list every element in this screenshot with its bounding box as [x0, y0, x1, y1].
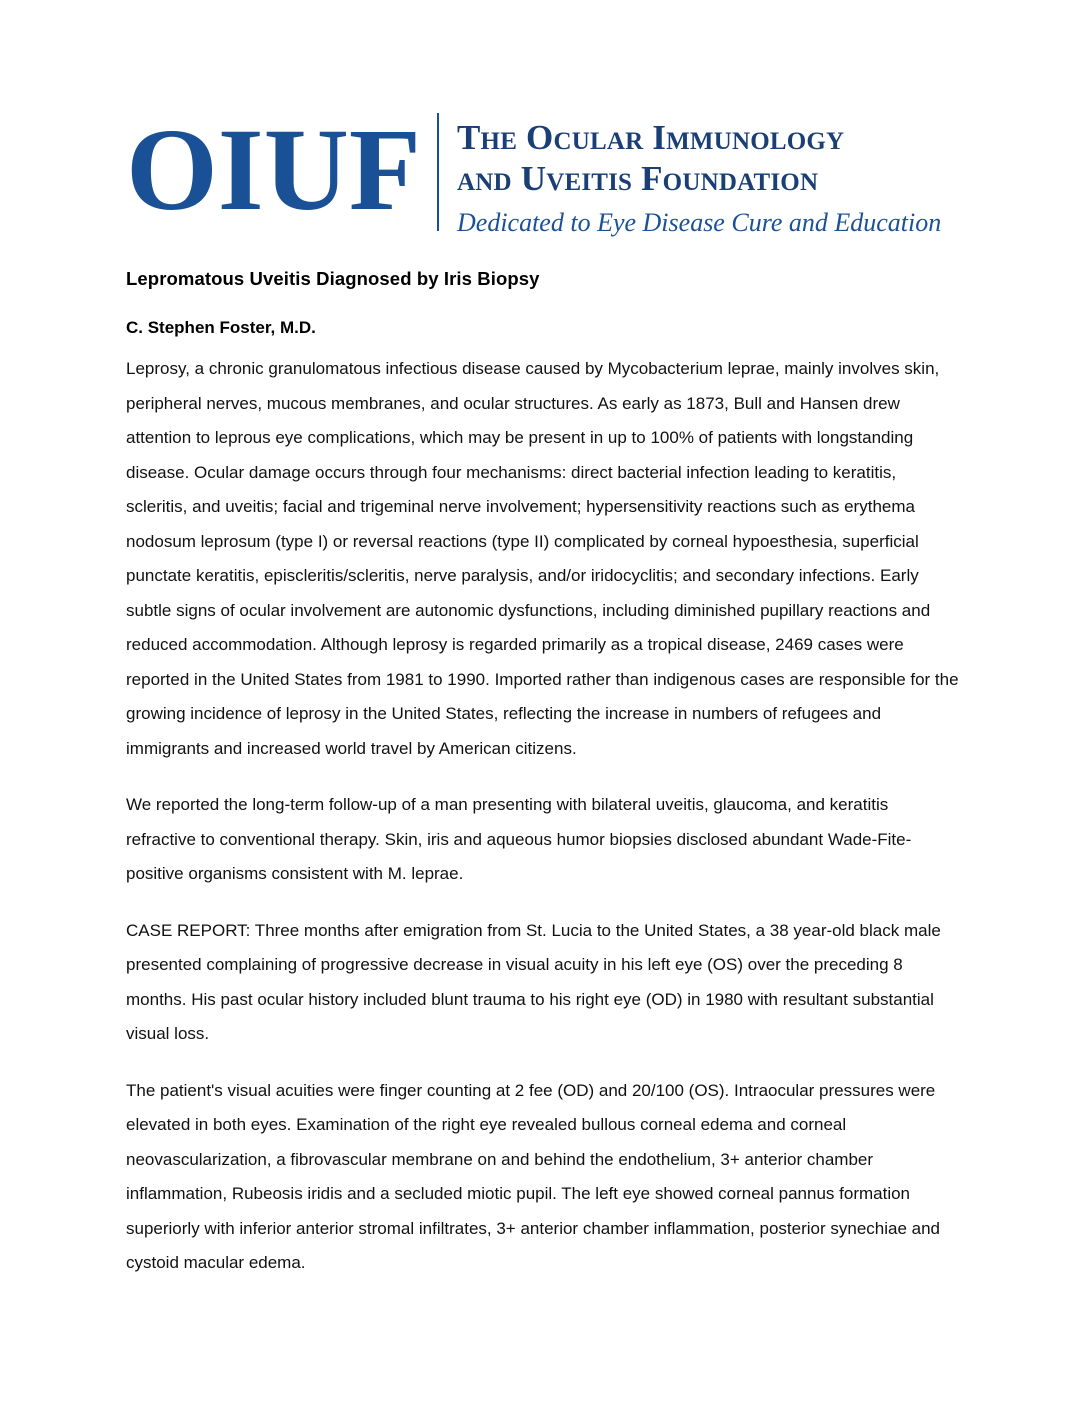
- document-author: C. Stephen Foster, M.D.: [126, 318, 316, 337]
- paragraph: We reported the long-term follow-up of a man presenting with bilateral uveitis, glaucoma, and keratitis refractive to conventional therapy. Skin, iris and aqueous humor biopsies disclosed abundant Wade-Fite-positive organisms consistent with M. leprae.: [126, 795, 912, 883]
- paragraph: The patient's visual acuities were finger counting at 2 fee (OD) and 20/100 (OS). Intraocular pressures were elevated in both eyes. Examination of the right eye revealed bullous corneal edema and corneal neovascularization, a fibrovascular membrane on and behind the endothelium, 3+ anterior chamber inflammation, Rubeosis iridis and a secluded miotic pupil. The left eye showed corneal pannus formation superiorly with inferior anterior stromal infiltrates, 3+ anterior chamber inflammation, posterior synechiae and cystoid macular edema.: [126, 1080, 940, 1272]
- logo-divider: [437, 113, 439, 231]
- oiuf-logo-mark: OIUF: [126, 104, 421, 235]
- paragraph: CASE REPORT: Three months after emigration from St. Lucia to the United States, a 38 year-old black male presented complaining of progressive decrease in visual acuity in his left eye (OS) over the preceding 8 months. His past ocular history included blunt trauma to his right eye (OD) in 1980 with resultant substantial visual loss.: [126, 920, 941, 1043]
- organization-name-line-2: and Uveitis Foundation: [457, 159, 819, 199]
- organization-header: [126, 105, 971, 245]
- paragraph: Leprosy, a chronic granulomatous infectious disease caused by Mycobacterium leprae, mainly involves skin, peripheral nerves, mucous membranes, and ocular structures. As early as 1873, Bull and Hansen drew attention to leprous eye complications, which may be present in up to 100% of patients with longstanding disease. Ocular damage occurs through four mechanisms: direct bacterial infection leading to keratitis, scleritis, and uveitis; facial and trigeminal nerve involvement; hypersensitivity reactions such as erythema nodosum leprosum (type I) or reversal reactions (type II) complicated by corneal hypoesthesia, superficial punctate keratitis, episcleritis/scleritis, nerve paralysis, and/or iridocyclitis; and secondary infections. Early subtle signs of ocular involvement are autonomic dysfunctions, including diminished pupillary reactions and reduced accommodation. Although leprosy is regarded primarily as a tropical disease, 2469 cases were reported in the United States from 1981 to 1990. Imported rather than indigenous cases are responsible for the growing incidence of leprosy in the United States, reflecting the increase in numbers of refugees and immigrants and increased world travel by American citizens.: [126, 359, 959, 758]
- page-title: Lepromatous Uveitis Diagnosed by Iris Biopsy: [126, 268, 540, 289]
- logo-text-block: [457, 105, 941, 238]
- organization-tagline: Dedicated to Eye Disease Cure and Education: [457, 207, 942, 237]
- organization-name-line-1: The Ocular Immunology: [457, 118, 845, 157]
- document-body: [126, 352, 962, 1281]
